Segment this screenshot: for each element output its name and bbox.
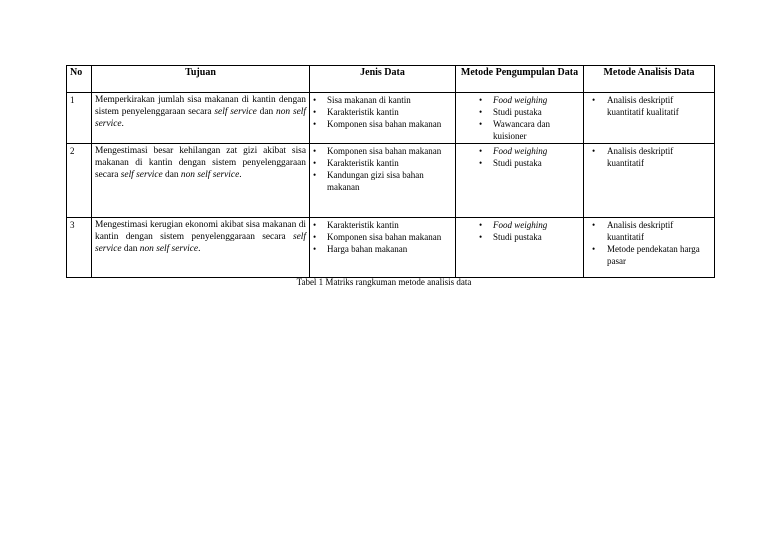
table-row bbox=[67, 218, 715, 278]
methods-table-container bbox=[66, 65, 714, 278]
list-item: • Karakteristik kantin bbox=[313, 219, 452, 231]
food-weighing-text: Food weighing bbox=[493, 220, 548, 230]
food-weighing-text: Food weighing bbox=[493, 95, 548, 105]
list-item: • Karakteristik kantin bbox=[313, 157, 452, 169]
tujuan-text-end: . bbox=[121, 119, 124, 129]
row-metode-analisis bbox=[584, 218, 715, 278]
row-tujuan bbox=[92, 93, 310, 144]
header-metode-pengumpulan: Metode Pengumpulan Data bbox=[456, 66, 584, 93]
tujuan-self-service: self service bbox=[95, 232, 306, 254]
list-item: • Sisa makanan di kantin bbox=[313, 94, 452, 106]
list-item: • Komponen sisa bahan makanan bbox=[313, 145, 452, 157]
header-jenis-data: Jenis Data bbox=[310, 66, 456, 93]
row-metode-pengumpulan bbox=[456, 218, 584, 278]
list-item: • Studi pustaka bbox=[459, 231, 580, 243]
list-item bbox=[459, 219, 580, 231]
row-jenis-data bbox=[310, 144, 456, 218]
list-item: • Kandungan gizi sisa bahan makanan bbox=[313, 169, 452, 193]
list-item: • Harga bahan makanan bbox=[313, 243, 452, 255]
list-item: • Analisis deskriptif kuantitatif bbox=[587, 145, 711, 169]
table-header-row bbox=[67, 66, 715, 93]
methods-matrix-table bbox=[66, 65, 715, 278]
list-item bbox=[459, 94, 580, 106]
row-jenis-data bbox=[310, 218, 456, 278]
row-tujuan bbox=[92, 144, 310, 218]
row-jenis-data bbox=[310, 93, 456, 144]
tujuan-text: Memperkirakan jumlah sisa makanan di kantin dengan sistem penyelenggaraan secara bbox=[95, 95, 306, 117]
tujuan-text-mid: dan bbox=[256, 107, 277, 117]
table-row bbox=[67, 144, 715, 218]
tujuan-non-self-service: non self service bbox=[180, 170, 240, 180]
list-item: • Komponen sisa bahan makanan bbox=[313, 118, 452, 130]
list-item: • Analisis deskriptif kuantitatif kualitatif bbox=[587, 94, 711, 118]
header-no: No bbox=[67, 66, 92, 93]
list-item: • Komponen sisa bahan makanan bbox=[313, 231, 452, 243]
list-item: • Studi pustaka bbox=[459, 157, 580, 169]
row-metode-analisis bbox=[584, 93, 715, 144]
list-item: • Metode pendekatan harga pasar bbox=[587, 243, 711, 267]
tujuan-non-self-service: non self service bbox=[95, 107, 306, 129]
tujuan-self-service: self service bbox=[120, 170, 163, 180]
tujuan-text-end: . bbox=[198, 244, 201, 254]
header-tujuan: Tujuan bbox=[92, 66, 310, 93]
row-metode-pengumpulan bbox=[456, 144, 584, 218]
tujuan-text: Mengestimasi besar kehilangan zat gizi akibat sisa makanan di kantin dengan sistem penyelenggaraan secara bbox=[95, 146, 306, 180]
row-tujuan bbox=[92, 218, 310, 278]
list-item: • Karakteristik kantin bbox=[313, 106, 452, 118]
row-metode-analisis bbox=[584, 144, 715, 218]
tujuan-text-end: . bbox=[239, 170, 242, 180]
row-metode-pengumpulan bbox=[456, 93, 584, 144]
tujuan-non-self-service: non self service bbox=[139, 244, 199, 254]
row-number: 2 bbox=[67, 144, 92, 218]
tujuan-text-mid: dan bbox=[121, 244, 140, 254]
list-item: • Analisis deskriptif kuantitatif bbox=[587, 219, 711, 243]
row-number: 1 bbox=[67, 93, 92, 144]
list-item: • Studi pustaka bbox=[459, 106, 580, 118]
table-caption: Tabel 1 Matriks rangkuman metode analisis data bbox=[296, 277, 472, 287]
tujuan-self-service: self service bbox=[214, 107, 257, 117]
food-weighing-text: Food weighing bbox=[493, 146, 548, 156]
list-item bbox=[459, 145, 580, 157]
tujuan-text: Mengestimasi kerugian ekonomi akibat sisa makanan di kantin dengan sistem penyelenggaraan secara bbox=[95, 220, 306, 242]
table-row bbox=[67, 93, 715, 144]
header-metode-analisis: Metode Analisis Data bbox=[584, 66, 715, 93]
tujuan-text-mid: dan bbox=[162, 170, 181, 180]
list-item: • Wawancara dan kuisioner bbox=[459, 118, 580, 142]
row-number: 3 bbox=[67, 218, 92, 278]
